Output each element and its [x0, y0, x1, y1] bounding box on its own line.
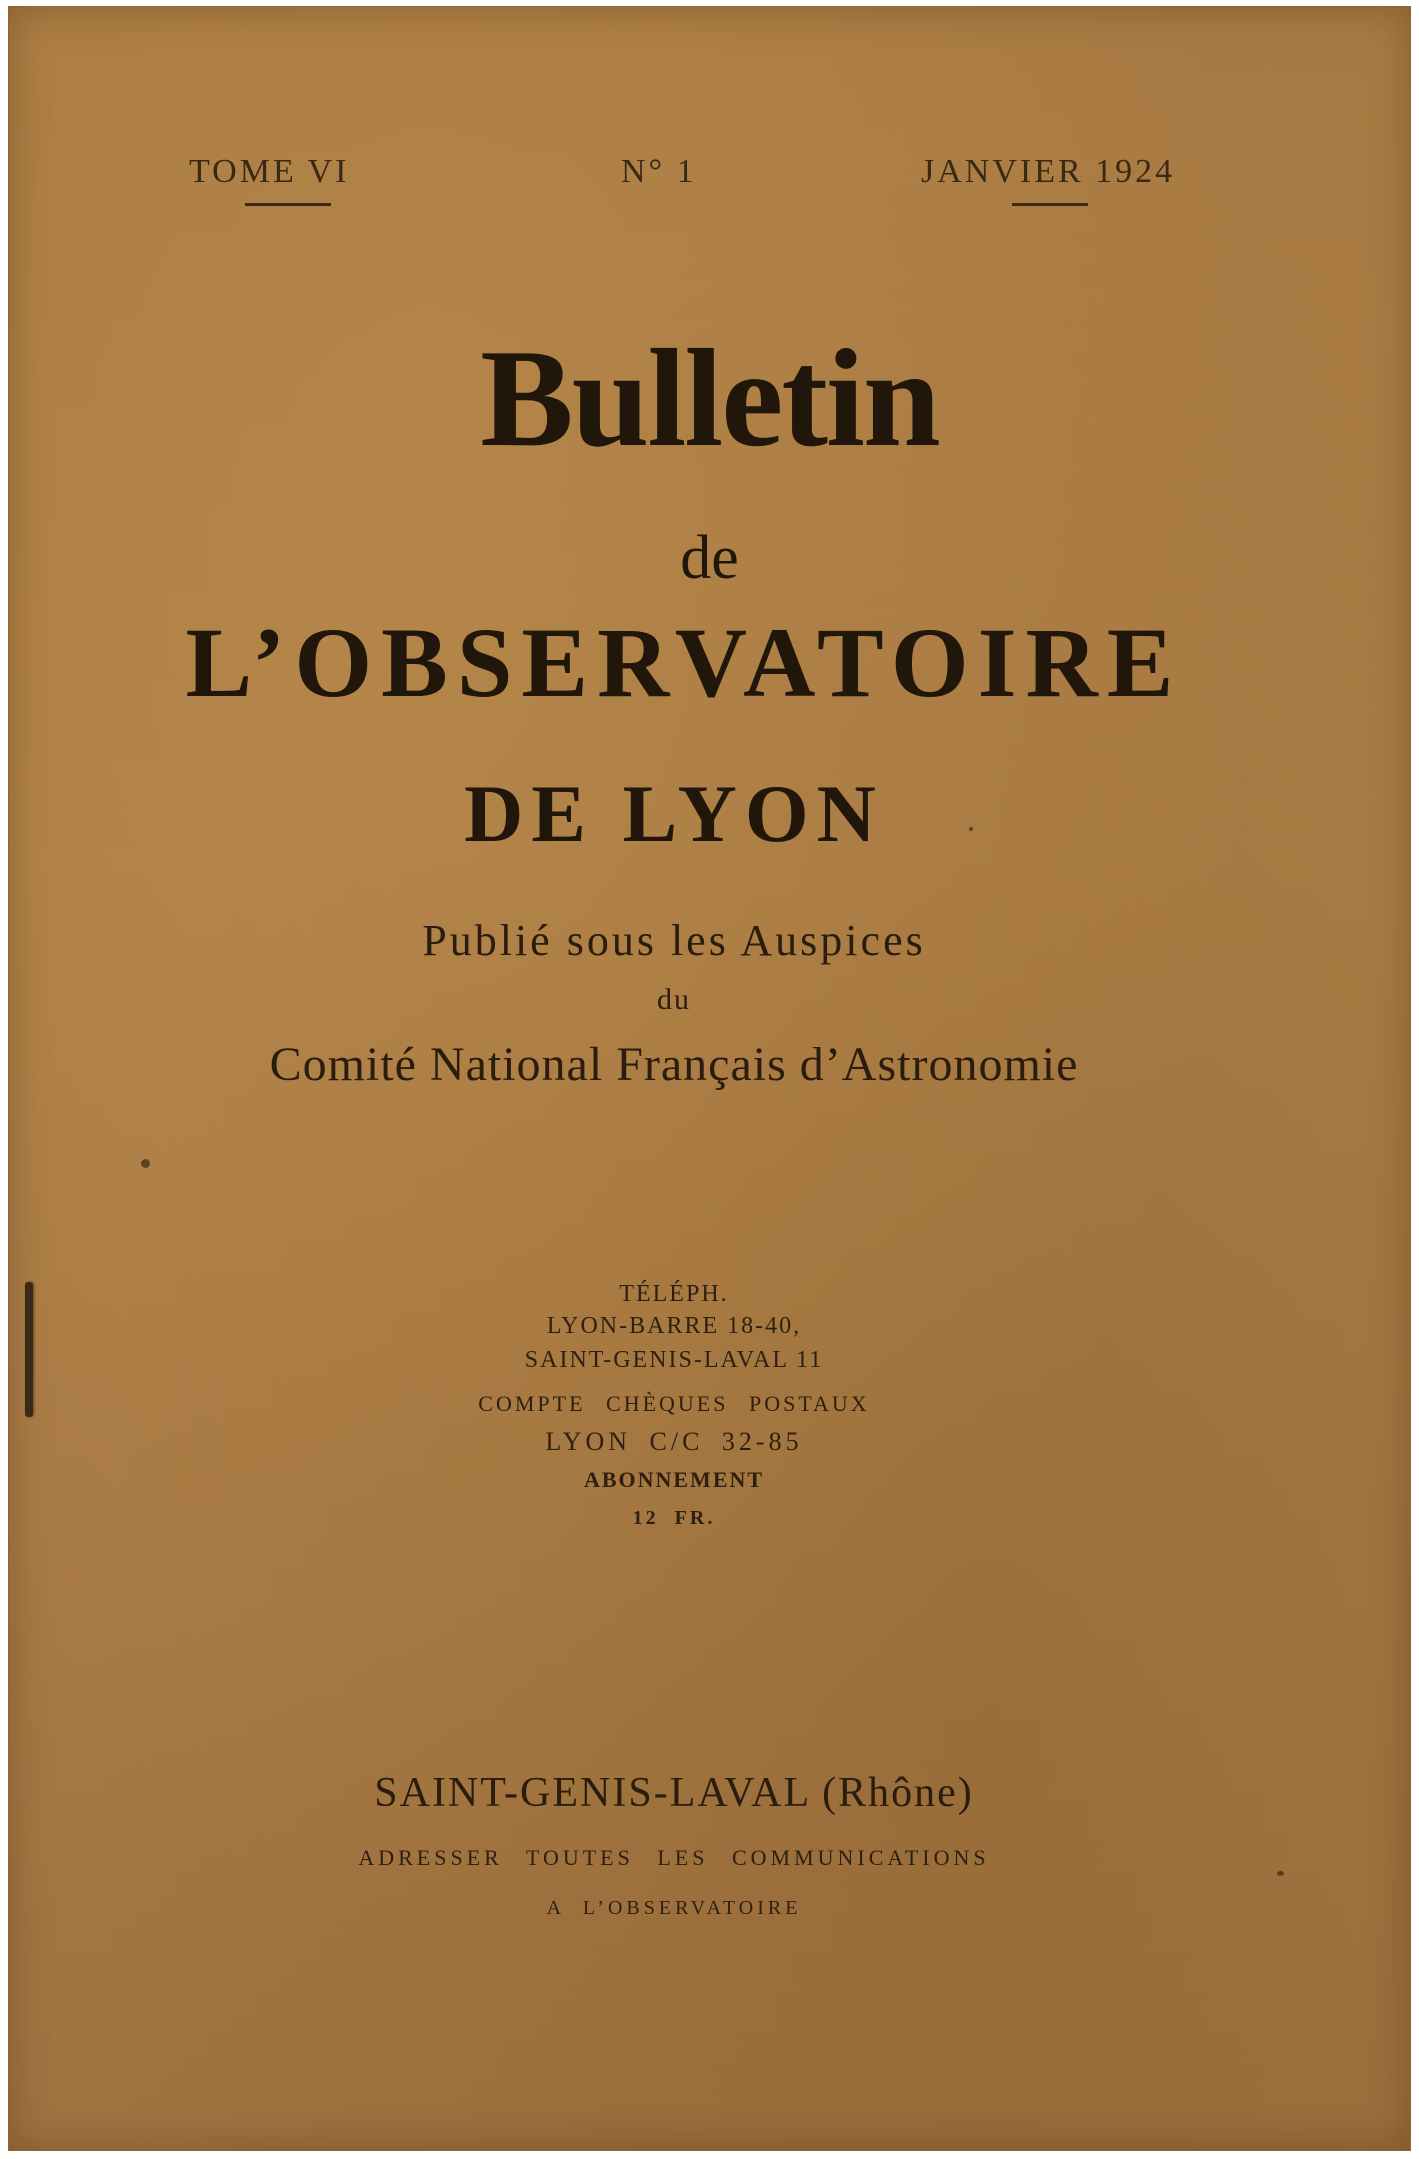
account-number: LYON C/C 32-85 — [545, 1427, 803, 1456]
paper-speck — [1277, 1871, 1284, 1876]
publisher-committee: Comité National Français d’Astronomie — [269, 1038, 1079, 1091]
publisher-du: du — [657, 983, 691, 1016]
title-de: de — [680, 524, 739, 592]
subscription-price: 12 FR. — [632, 1507, 716, 1529]
telephone-saint-genis: SAINT-GENIS-LAVAL 11 — [524, 1347, 824, 1373]
publisher-line: Publié sous les Auspices — [422, 916, 926, 965]
publication-place: SAINT-GENIS-LAVAL (Rhône) — [374, 1770, 974, 1816]
title-observatoire: L’OBSERVATOIRE — [185, 607, 1183, 718]
date-underline — [1012, 203, 1088, 206]
tome-label: TOME VI — [189, 153, 350, 190]
address-line-1: ADRESSER TOUTES LES COMMUNICATIONS — [358, 1845, 990, 1870]
subscription-label: ABONNEMENT — [583, 1467, 765, 1492]
tome-underline — [245, 203, 331, 206]
issue-date: JANVIER 1924 — [921, 153, 1176, 190]
paper-speck — [141, 1159, 150, 1168]
address-line-2: A L’OBSERVATOIRE — [546, 1897, 802, 1919]
telephone-lyon: LYON-BARRE 18-40, — [546, 1313, 802, 1339]
telephone-label: TÉLÉPH. — [619, 1281, 729, 1307]
issue-number: N° 1 — [621, 153, 697, 190]
account-label: COMPTE CHÈQUES POSTAUX — [478, 1391, 870, 1416]
title-de-lyon: DE LYON — [464, 768, 884, 859]
bulletin-cover — [8, 6, 1411, 2151]
title-bulletin: Bulletin — [480, 321, 939, 476]
